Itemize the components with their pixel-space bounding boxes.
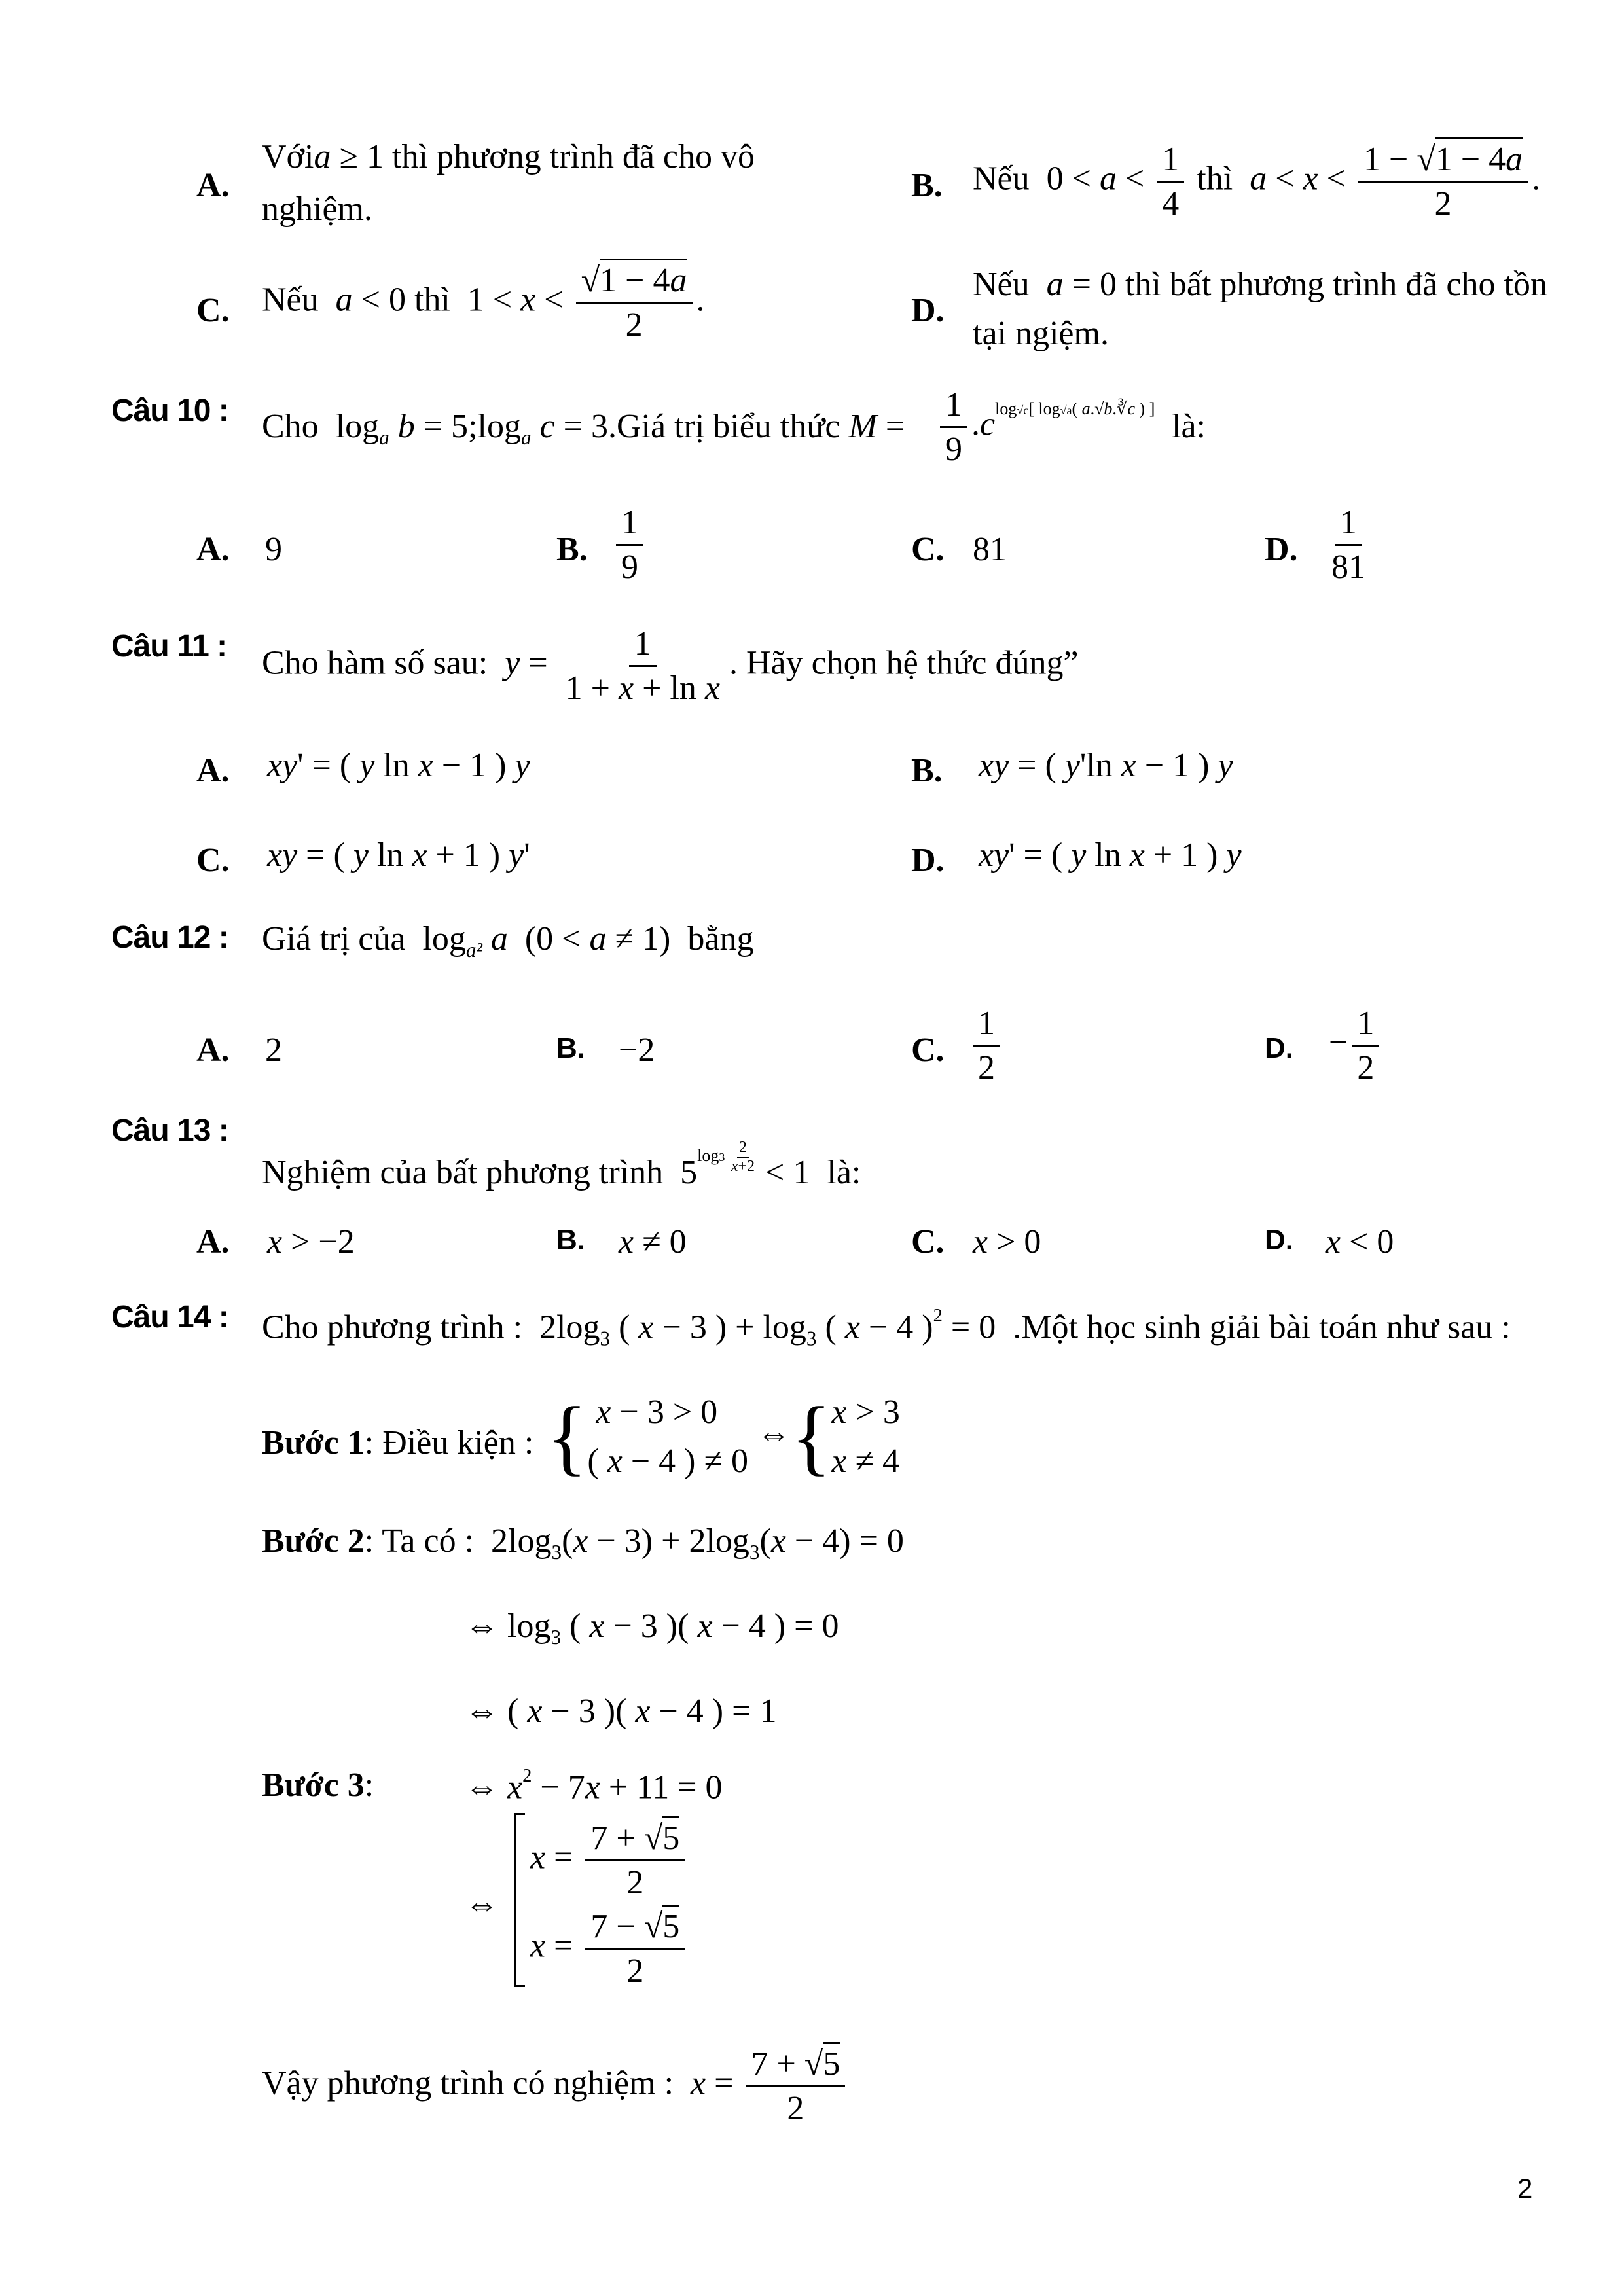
step3-equiv: ⇔ bbox=[465, 1886, 499, 1923]
q9-a-label: A. bbox=[196, 167, 230, 204]
q12-c-label: C. bbox=[911, 1031, 945, 1069]
q12-d-label: D. bbox=[1265, 1032, 1293, 1064]
q14-stem: Cho phương trình : $2\log_3$ ( x − 3 ) + $\log_3$ ( x − 4 )$^2$ = 0 .Một học sinh giải bài toán như sau : bbox=[262, 1306, 1511, 1350]
step3-line1: ⇔ $x^2 - 7x + 11 = 0$ bbox=[465, 1766, 723, 1806]
q9-c-text: Nếu a < 0 thì 1 < x < $\frac{√1 - 4a}{2}$ . bbox=[262, 262, 705, 344]
q13-c-value: x > 0 bbox=[973, 1223, 1041, 1261]
q10-expression: $\frac{1}{9}$ $.c^{log√c[ log√a( a.√b.∛c ) ]}$ bbox=[936, 386, 1155, 468]
q13-label: Câu 13 : bbox=[111, 1113, 228, 1148]
q9-d-line2: tại ngiệm. bbox=[973, 315, 1109, 352]
step2-line2: ⇔ $\log_3$ ( x − 3 )( x − 4 ) = 0 bbox=[465, 1607, 839, 1649]
q13-b-value: x ≠ 0 bbox=[619, 1223, 687, 1261]
q13-b-label: B. bbox=[556, 1224, 585, 1256]
q12-c-value: $\frac{1}{2}$ bbox=[969, 1005, 1004, 1086]
q12-b-value: −2 bbox=[619, 1031, 655, 1069]
q9-b-text: Nếu 0 < a < $\frac{1}{4}$ thì a < x < $\frac{1 - √1 - 4a}{2}$ . bbox=[973, 141, 1540, 223]
q9-a-line1: Vớia ≥ 1 thì phương trình đã cho vô bbox=[262, 138, 755, 175]
q10-a-value: 9 bbox=[265, 531, 282, 568]
q12-label: Câu 12 : bbox=[111, 920, 228, 955]
step1: Bước 1: Điều kiện : bbox=[262, 1424, 534, 1462]
q10-c-value: 81 bbox=[973, 531, 1007, 568]
q13-d-label: D. bbox=[1265, 1224, 1293, 1256]
q10-c-label: C. bbox=[911, 531, 945, 568]
q10-a-label: A. bbox=[196, 531, 230, 568]
q11-a-value: xy' = ( y ln x − 1 ) y bbox=[267, 747, 530, 784]
q10-d-value: $\frac{1}{81}$ bbox=[1331, 504, 1365, 586]
q10-b-value: $\frac{1}{9}$ bbox=[612, 504, 647, 586]
q10-label: Câu 10 : bbox=[111, 393, 228, 428]
q13-a-value: x > −2 bbox=[267, 1223, 355, 1261]
q12-b-label: B. bbox=[556, 1032, 585, 1064]
q11-c-value: xy = ( y ln x + 1 ) y' bbox=[267, 836, 530, 874]
q9-c-label: C. bbox=[196, 292, 230, 329]
q11-d-label: D. bbox=[911, 842, 945, 879]
step2: Bước 2: Ta có : $2\log_3(x - 3) + 2\log_3(x - 4) = 0$ bbox=[262, 1522, 904, 1564]
q11-c-label: C. bbox=[196, 842, 230, 879]
q11-b-label: B. bbox=[911, 752, 943, 789]
root-1: x = $\frac{7 + √5}{2}$ bbox=[530, 1820, 689, 1901]
q10-b-label: B. bbox=[556, 531, 588, 568]
q9-a-line2: nghiệm. bbox=[262, 190, 372, 228]
q10-d-label: D. bbox=[1265, 531, 1298, 568]
q10-stem: Cho $\log_a b$ = $5;\log_a$ c = 3.Giá trị biểu thức M = bbox=[262, 408, 905, 449]
q13-d-value: x < 0 bbox=[1326, 1223, 1394, 1261]
step3: Bước 3: bbox=[262, 1767, 374, 1804]
q13-stem: Nghiệm của bất phương trình $5^{log3 \frac{2}{x+2}}$ < 1 là: bbox=[262, 1139, 861, 1191]
q14-label: Câu 14 : bbox=[111, 1300, 228, 1335]
page-number: 2 bbox=[1517, 2173, 1533, 2204]
q11-a-label: A. bbox=[196, 752, 230, 789]
q11-label: Câu 11 : bbox=[111, 629, 227, 664]
q9-b-label: B. bbox=[911, 167, 943, 204]
q11-d-value: xy' = ( y ln x + 1 ) y bbox=[979, 836, 1242, 874]
q11-stem: Cho hàm số sau: y = $\frac{1}{\text{1 + x + ln x}}$ . Hãy chọn hệ thức đúng” bbox=[262, 625, 1079, 708]
solution-bracket bbox=[514, 1813, 525, 1987]
q12-d-value: − $\frac{1}{2}$ bbox=[1329, 1005, 1383, 1086]
root-2: x = $\frac{7 - √5}{2}$ bbox=[530, 1908, 689, 1990]
conclusion: Vậy phương trình có nghiệm : x = $\frac{7 + √5}{2}$ bbox=[262, 2045, 849, 2127]
step2-line3: ⇔ ( x − 3 )( x − 4 ) = 1 bbox=[465, 1693, 777, 1730]
q13-a-label: A. bbox=[196, 1223, 230, 1261]
q11-b-value: xy = ( y'ln x − 1 ) y bbox=[979, 747, 1233, 784]
q10-end: là: bbox=[1172, 408, 1206, 445]
q9-d-line1: Nếu a = 0 thì bất phương trình đã cho tồn bbox=[973, 266, 1547, 303]
q13-c-label: C. bbox=[911, 1223, 945, 1261]
q12-stem: Giá trị của $\log_{a^2} a$ (0 < a ≠ 1) bằng bbox=[262, 920, 754, 961]
q12-a-label: A. bbox=[196, 1031, 230, 1069]
step1-system: { x − 3 > 0 ( x − 4 ) ≠ 0 ⇔{ x > 3 x ≠ 4 bbox=[547, 1390, 900, 1484]
q9-d-label: D. bbox=[911, 292, 945, 329]
q12-a-value: 2 bbox=[265, 1031, 282, 1069]
